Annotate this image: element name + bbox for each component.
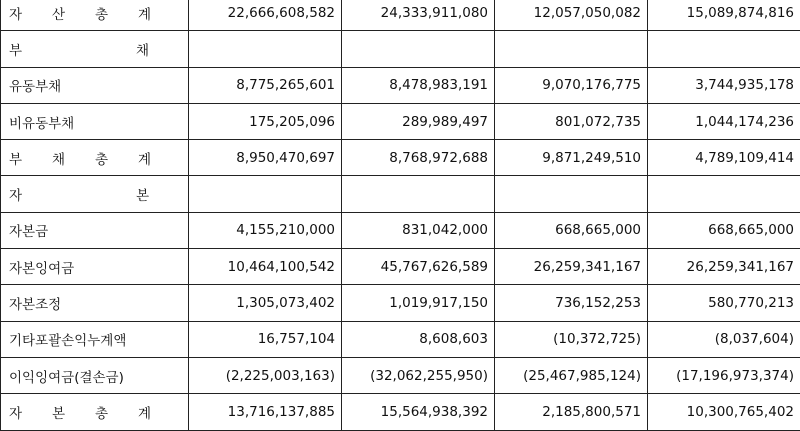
row-label-char: 본 [52,402,65,422]
value-cell: (8,037,604) [648,321,800,357]
value-cell: 10,300,765,402 [648,394,800,430]
table-row [1,31,800,67]
value-cell [495,176,648,212]
row-label-char: 채 [52,148,65,168]
value-cell: 10,464,100,542 [189,249,342,285]
value-cell: 16,757,104 [189,321,342,357]
value-cell [189,31,342,67]
table-row [1,321,800,357]
value-cell: 668,665,000 [648,212,800,248]
row-label-cell [1,321,189,357]
value-cell: (10,372,725) [495,321,648,357]
row-label-char: 자 [9,184,22,204]
row-label-cell [1,285,189,321]
value-cell: 1,305,073,402 [189,285,342,321]
row-label-spaced [9,3,151,23]
value-cell: (2,225,003,163) [189,357,342,393]
table-row [1,285,800,321]
value-cell: 45,767,626,589 [342,249,495,285]
row-label-cell [1,394,189,430]
value-cell: (32,062,255,950) [342,357,495,393]
row-label-char: 부 [9,39,22,59]
row-label-cell [1,31,189,67]
row-label-cell [1,212,189,248]
value-cell: 580,770,213 [648,285,800,321]
value-cell [189,176,342,212]
row-label-char: 계 [138,3,151,23]
value-cell: 289,989,497 [342,103,495,139]
value-cell: 3,744,935,178 [648,67,800,103]
value-cell: 26,259,341,167 [648,249,800,285]
value-cell [648,31,800,67]
value-cell: 1,019,917,150 [342,285,495,321]
value-cell: 15,564,938,392 [342,394,495,430]
value-cell: 8,768,972,688 [342,140,495,176]
table-row [1,176,800,212]
row-label: 자본조정 [9,297,61,313]
value-cell: 13,716,137,885 [189,394,342,430]
row-label-char: 계 [138,148,151,168]
value-cell: 4,789,109,414 [648,140,800,176]
row-label-cell [1,140,189,176]
row-label-char: 자 [9,3,22,23]
row-label-char: 산 [52,3,65,23]
value-cell: 22,666,608,582 [189,0,342,31]
table-row [1,67,800,103]
row-label: 자본금 [9,224,48,240]
row-label-cell [1,67,189,103]
value-cell: 8,775,265,601 [189,67,342,103]
value-cell: 8,608,603 [342,321,495,357]
row-label: 자본잉여금 [9,261,74,277]
row-label-cell [1,0,189,31]
value-cell: 9,871,249,510 [495,140,648,176]
value-cell: 175,205,096 [189,103,342,139]
table-row [1,0,800,31]
value-cell: 12,057,050,082 [495,0,648,31]
row-label-cell [1,357,189,393]
row-label-char: 총 [95,3,108,23]
table-row [1,212,800,248]
row-label: 이익잉여금(결손금) [9,370,124,386]
row-label-spaced [9,148,151,168]
row-label-char: 계 [138,402,151,422]
row-label-char: 부 [9,148,22,168]
value-cell: 801,072,735 [495,103,648,139]
row-label-spaced [9,184,149,204]
table-row [1,140,800,176]
row-label-cell [1,249,189,285]
row-label-char: 본 [136,184,149,204]
row-label-spaced [9,39,149,59]
value-cell [342,176,495,212]
table-row [1,249,800,285]
value-cell: (17,196,973,374) [648,357,800,393]
row-label-char: 자 [9,402,22,422]
row-label: 유동부채 [9,79,61,95]
table-row [1,357,800,393]
row-label-char: 총 [95,402,108,422]
value-cell: 24,333,911,080 [342,0,495,31]
row-label: 기타포괄손익누계액 [9,333,126,349]
row-label-cell [1,176,189,212]
value-cell: 15,089,874,816 [648,0,800,31]
value-cell [648,176,800,212]
balance-sheet-body [1,0,800,430]
value-cell: 2,185,800,571 [495,394,648,430]
value-cell [495,31,648,67]
value-cell: 668,665,000 [495,212,648,248]
value-cell: (25,467,985,124) [495,357,648,393]
row-label-cell [1,103,189,139]
row-label-spaced [9,402,151,422]
value-cell: 26,259,341,167 [495,249,648,285]
row-label-char: 채 [136,39,149,59]
value-cell: 736,152,253 [495,285,648,321]
row-label-char: 총 [95,148,108,168]
row-label: 비유동부채 [9,116,74,132]
value-cell: 831,042,000 [342,212,495,248]
value-cell: 8,950,470,697 [189,140,342,176]
value-cell: 8,478,983,191 [342,67,495,103]
value-cell: 4,155,210,000 [189,212,342,248]
table-row [1,103,800,139]
value-cell: 9,070,176,775 [495,67,648,103]
table-row [1,394,800,430]
value-cell [342,31,495,67]
value-cell: 1,044,174,236 [648,103,800,139]
